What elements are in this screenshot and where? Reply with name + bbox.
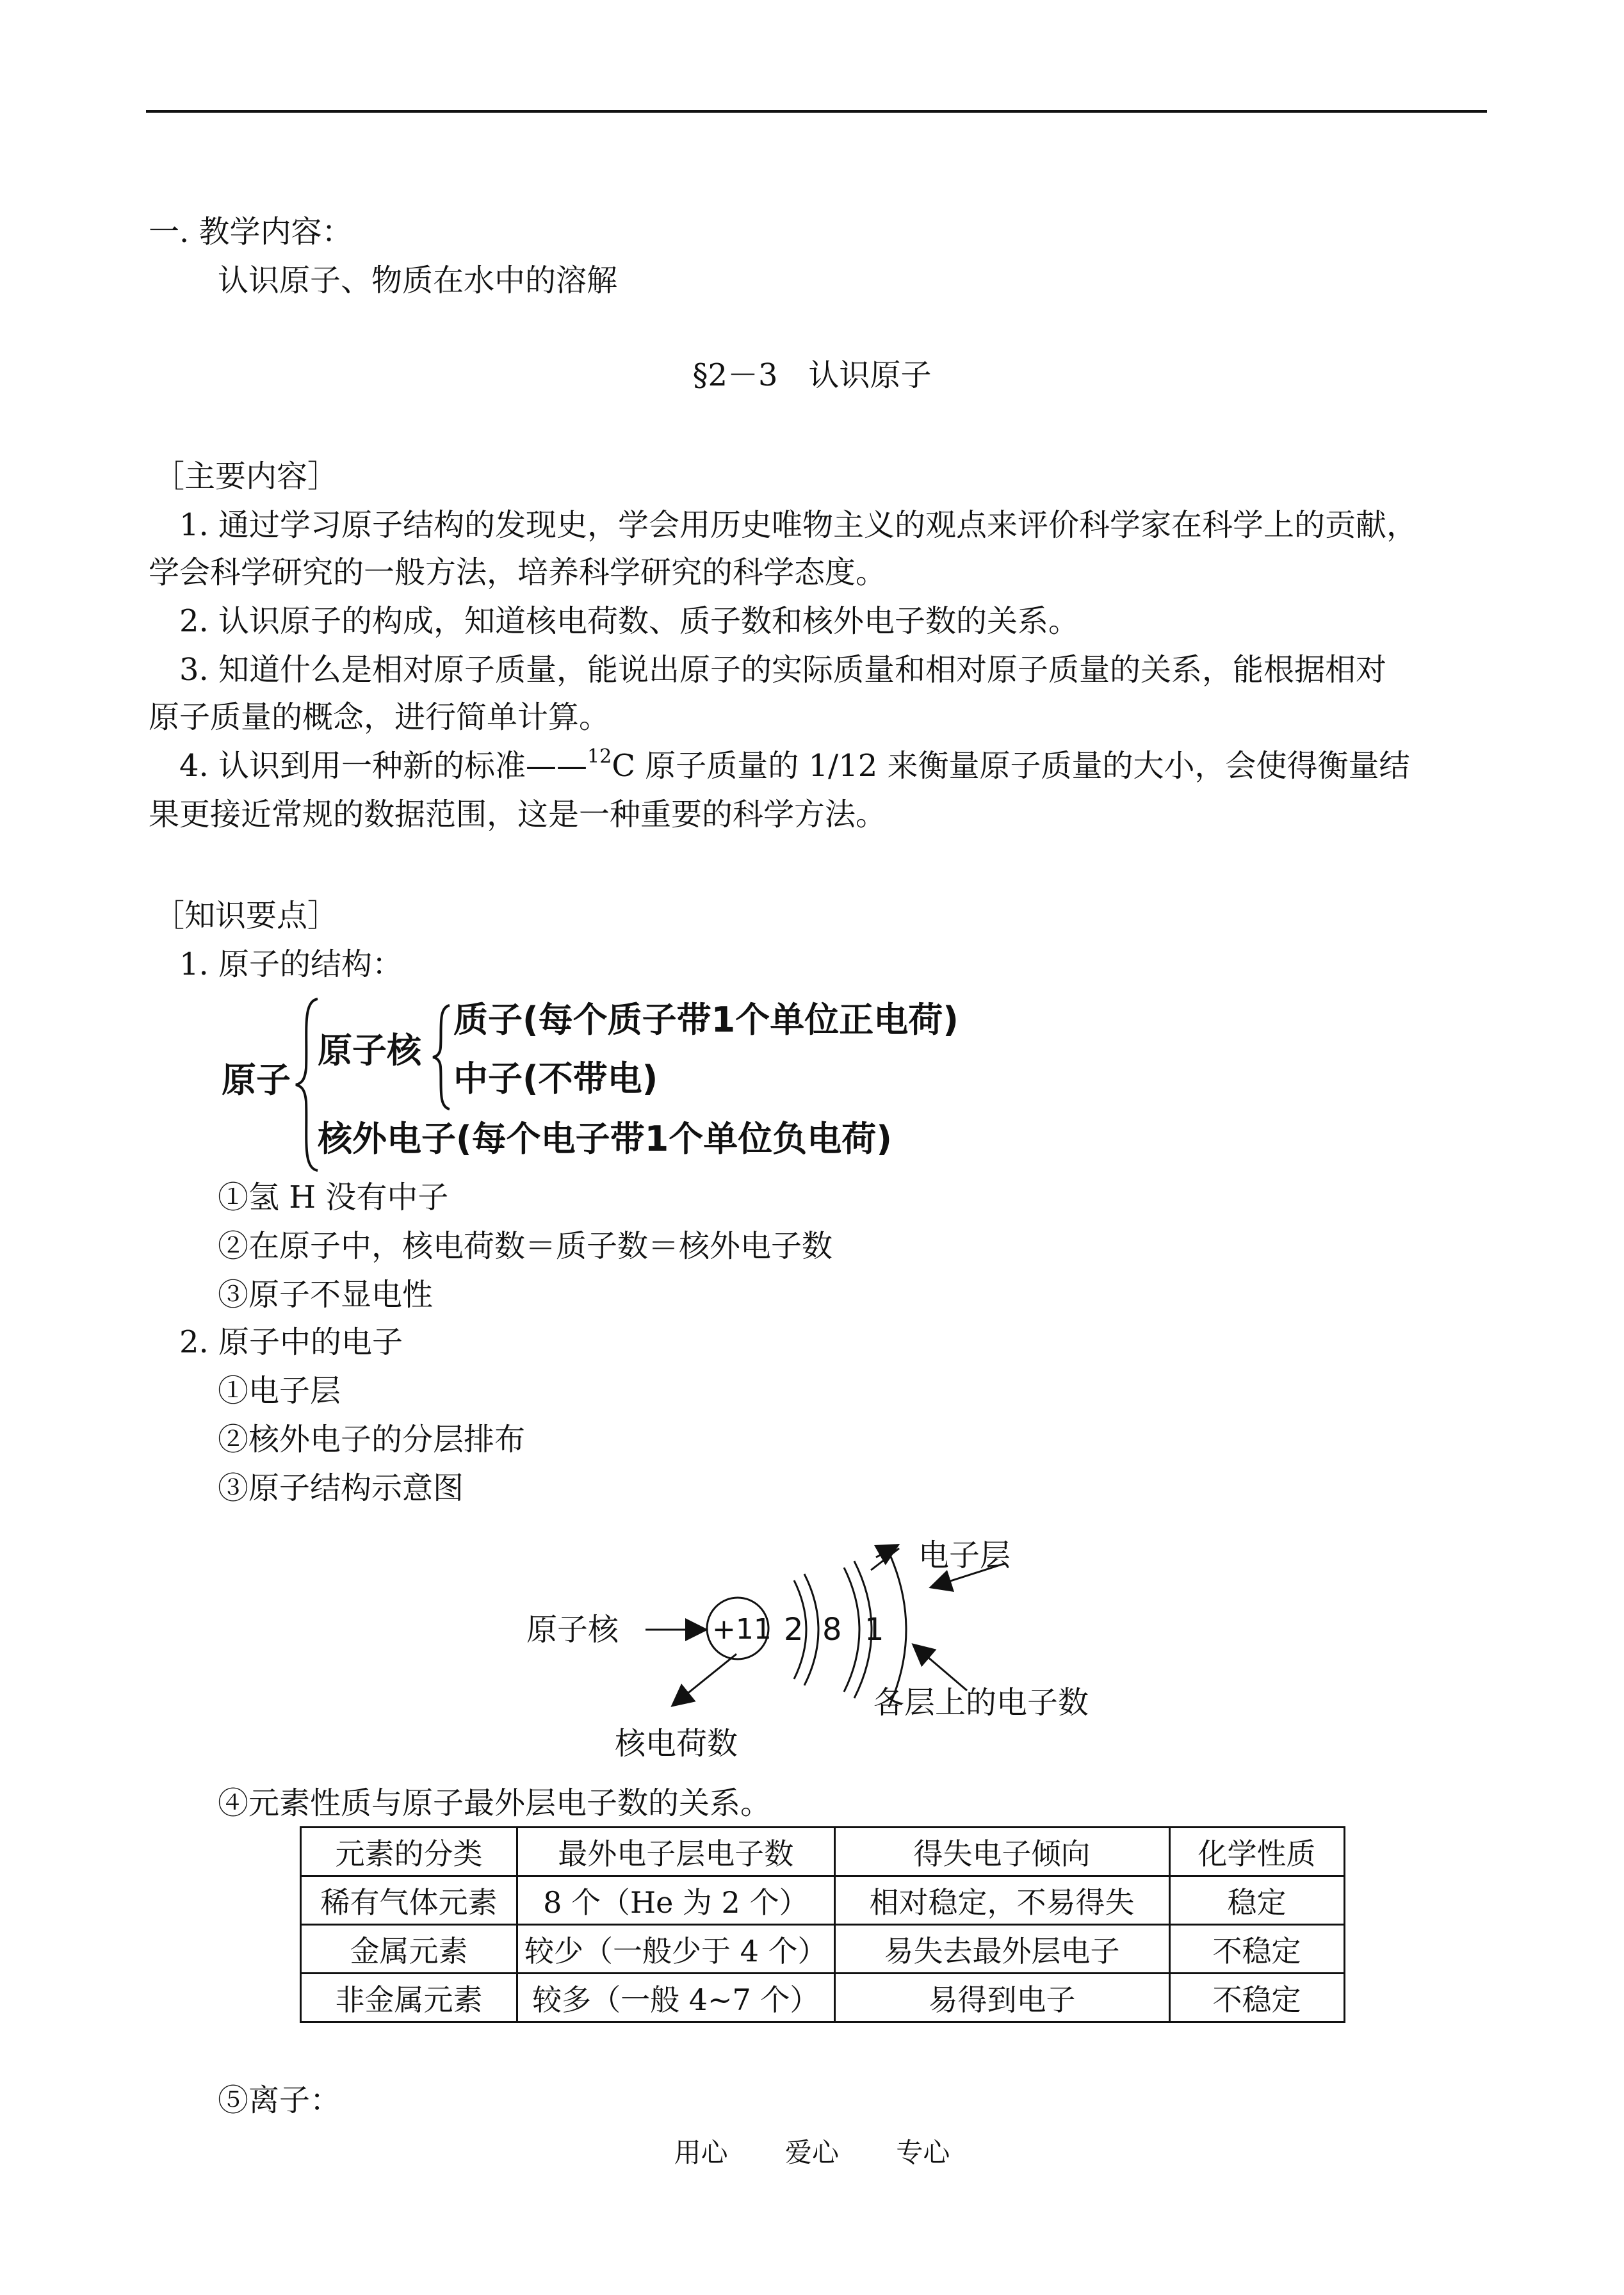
structure-nucleus: 原子核 (318, 1030, 421, 1071)
table-cell: 不稳定 (1169, 1974, 1344, 2022)
charge-arrow (674, 1654, 736, 1705)
diagram-charge-label: 核电荷数 (615, 1726, 738, 1762)
diagram-shell-1-count: 2 (784, 1612, 804, 1648)
layer-arrow-tail (894, 1546, 908, 1559)
knowledge-point-2: 2. 原子中的电子 (179, 1324, 403, 1360)
structure-electron: 核外电子(每个电子带1个单位负电荷) (318, 1119, 892, 1159)
note-1-2: ②在原子中，核电荷数＝质子数＝核外电子数 (218, 1228, 833, 1264)
footer-word: 爱心 (784, 2137, 839, 2168)
structure-neutron: 中子(不带电) (453, 1058, 658, 1099)
section-label: 一. 教学内容： (149, 214, 353, 250)
table-header-cell: 化学性质 (1169, 1828, 1344, 1876)
element-property-table (300, 1826, 1345, 2023)
main-item-2: 2. 认识原子的构成，知道核电荷数、质子数和核外电子数的关系。 (179, 603, 1080, 639)
table-row (301, 1925, 1345, 1974)
note-2-2: ②核外电子的分层排布 (218, 1422, 526, 1457)
table-header-cell: 得失电子倾向 (834, 1828, 1169, 1876)
note-2-1: ①电子层 (218, 1373, 341, 1409)
structure-atom: 原子 (222, 1060, 291, 1100)
main-item-4a-part1: 4. 认识到用一种新的标准—— (179, 748, 588, 784)
shell-arc-2 (844, 1568, 859, 1692)
header-rule (146, 110, 1487, 113)
knowledge-point-1: 1. 原子的结构： (179, 946, 403, 982)
footer-word: 专心 (896, 2137, 950, 2168)
diagram-nucleus-charge: +11 (712, 1613, 772, 1646)
knowledge-heading: ［知识要点］ (154, 898, 339, 934)
diagram-shell-3-count: 1 (865, 1612, 884, 1648)
table-row (301, 1974, 1345, 2022)
table-cell: 较少（一般少于 4 个） (517, 1925, 835, 1974)
table-cell: 稳定 (1169, 1876, 1344, 1925)
main-content-heading: ［主要内容］ (154, 458, 339, 494)
diagram-shell-2-count: 8 (822, 1612, 842, 1648)
inner-brace (429, 1003, 455, 1112)
main-item-1a: 1. 通过学习原子结构的发现史，学会用历史唯物主义的观点来评价科学家在科学上的贡献， (179, 507, 1418, 543)
table-cell: 金属元素 (301, 1925, 517, 1974)
main-item-4b: 果更接近常规的数据范围，这是一种重要的科学方法。 (149, 797, 887, 832)
topic-text: 认识原子、物质在水中的溶解 (218, 263, 618, 298)
main-item-3a: 3. 知道什么是相对原子质量，能说出原子的实际质量和相对原子质量的关系，能根据相对 (179, 652, 1387, 688)
table-cell: 8 个（He 为 2 个） (517, 1876, 835, 1925)
table-cell: 非金属元素 (301, 1974, 517, 2022)
diagram-electrons-label: 各层上的电子数 (873, 1685, 1089, 1721)
table-cell: 较多（一般 4~7 个） (517, 1974, 835, 2022)
footer-word: 用心 (674, 2137, 728, 2168)
note-5: ⑤离子： (218, 2082, 341, 2118)
main-item-1b: 学会科学研究的一般方法，培养科学研究的科学态度。 (149, 555, 887, 590)
table-row (301, 1876, 1345, 1925)
table-cell: 不稳定 (1169, 1925, 1344, 1974)
structure-proton: 质子(每个质子带1个单位正电荷) (453, 1000, 959, 1040)
main-item-3b: 原子质量的概念，进行简单计算。 (149, 699, 610, 735)
note-2-3: ③原子结构示意图 (218, 1470, 464, 1506)
main-item-4a (179, 747, 1410, 785)
table-cell: 相对稳定，不易得失 (834, 1876, 1169, 1925)
note-1-3: ③原子不显电性 (218, 1277, 434, 1313)
diagram-layer-label: 电子层 (918, 1537, 1011, 1573)
diagram-nucleus-label: 原子核 (526, 1612, 619, 1648)
note-1-1: ①氢 H 没有中子 (218, 1180, 449, 1215)
page-footer (0, 2135, 1624, 2171)
table-header-row (301, 1828, 1345, 1876)
carbon-mass-number: 12 (587, 745, 612, 768)
table-cell: 稀有气体元素 (301, 1876, 517, 1925)
table-header-cell: 元素的分类 (301, 1828, 517, 1876)
note-4: ④元素性质与原子最外层电子数的关系。 (218, 1785, 772, 1821)
table-cell: 易得到电子 (834, 1974, 1169, 2022)
main-item-4a-part2: C 原子质量的 1/12 来衡量原子质量的大小，会使得衡量结 (612, 748, 1410, 784)
page-title: §2－3 认识原子 (692, 357, 932, 393)
table-header-cell: 最外电子层电子数 (517, 1828, 835, 1876)
table-cell: 易失去最外层电子 (834, 1925, 1169, 1974)
